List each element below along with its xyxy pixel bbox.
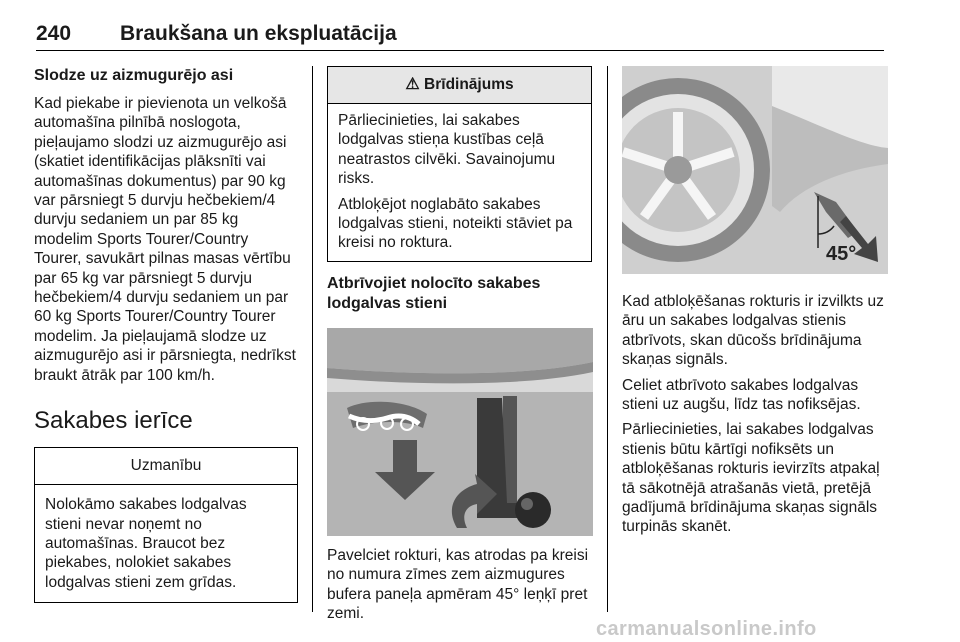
section-heading: Slodze uz aizmugurējo asi <box>34 67 234 84</box>
subsection-heading: Atbrīvojiet nolocīto sakabes lodgalvas stieni <box>327 274 541 312</box>
column-divider <box>607 66 608 612</box>
illustration-caption: Pavelciet rokturi, kas atrodas pa kreisi no numura zīmes zem aizmugures bufera paneļa apmēram 45° leņķī pret zemi. <box>327 546 589 623</box>
section-title: Sakabes ierīce <box>34 407 193 435</box>
header-rule <box>36 50 884 51</box>
column-middle <box>327 66 593 623</box>
body-text-1: Kad atbloķēšanas rokturis ir izvilkts uz āru un sakabes lodgalvas stienis atbrīvots, skan dūcošs brīdinājuma skaņas signāls. <box>622 293 884 369</box>
column-right <box>622 66 888 537</box>
watermark[interactable]: carmanualsonline.info <box>596 618 817 640</box>
page-number: 240 <box>36 22 72 45</box>
body-text-2: Celiet atbrīvoto sakabes lodgalvas stieni uz augšu, līdz tas nofiksējas. <box>622 376 861 414</box>
notice-text: Nolokāmo sakabes lodgalvas stieni nevar noņemt no automašīnas. Braucot bez piekabes, nolokiet sakabes lodgalvas stieni zem grīdas. <box>45 496 247 591</box>
body-text: Kad piekabe ir pievienota un velkošā automašīna pilnībā noslogota, pieļaujamo slodzi uz aizmugurējo asi (skatiet identifikācijas plāksnīti vai automašīnas dokumentus) par 90 kg var pārsniegt 5 durvju hečbekiem/4 durvju sedaniem un par 85 kg modelim Sports Tourer/Country Tourer, savukārt pilnas masas vērtību par 65 kg var pārsniegt 5 durvju hečbekiem/4 durvju sedaniem un par 60 kg Sports Tourer/Country Tourer modelim. Ja pieļaujamā slodze uz aizmugurējo asi ir pārsniegta, nedrīkst braukt ātrāk par 100 km/h. <box>34 95 296 384</box>
column-left <box>34 66 299 603</box>
warning-header <box>328 67 591 104</box>
warning-box <box>327 66 592 262</box>
body-text-3: Pārliecinieties, lai sakabes lodgalvas stienis būtu kārtīgi nofiksēts un atbloķēšanas rokturis ievirzīts atpakaļ tā sākotnējā atrašanās vietā, pretējā gadījumā brīdinājuma skaņas signāls turpinās skanēt. <box>622 421 880 536</box>
page-header <box>36 22 884 52</box>
warning-text-1: Pārliecinieties, lai sakabes lodgalvas stieņa kustības ceļā neatrastos cilvēki. Savainojumu risks. <box>338 112 556 188</box>
rear-bumper-illustration <box>622 66 888 274</box>
warning-triangle-icon: ⚠ <box>405 76 420 93</box>
column-divider <box>312 66 313 612</box>
warning-title: Brīdinājums <box>424 76 514 93</box>
tow-bar-handle-illustration <box>327 328 593 536</box>
page-title: Braukšana un ekspluatācija <box>120 22 397 45</box>
warning-text-2: Atbloķējot noglabāto sakabes lodgalvas stieni, noteikti stāviet pa kreisi no roktura. <box>338 195 573 252</box>
angle-label: 45° <box>826 243 857 265</box>
notice-title: Uzmanību <box>35 448 297 485</box>
notice-box <box>34 447 298 603</box>
